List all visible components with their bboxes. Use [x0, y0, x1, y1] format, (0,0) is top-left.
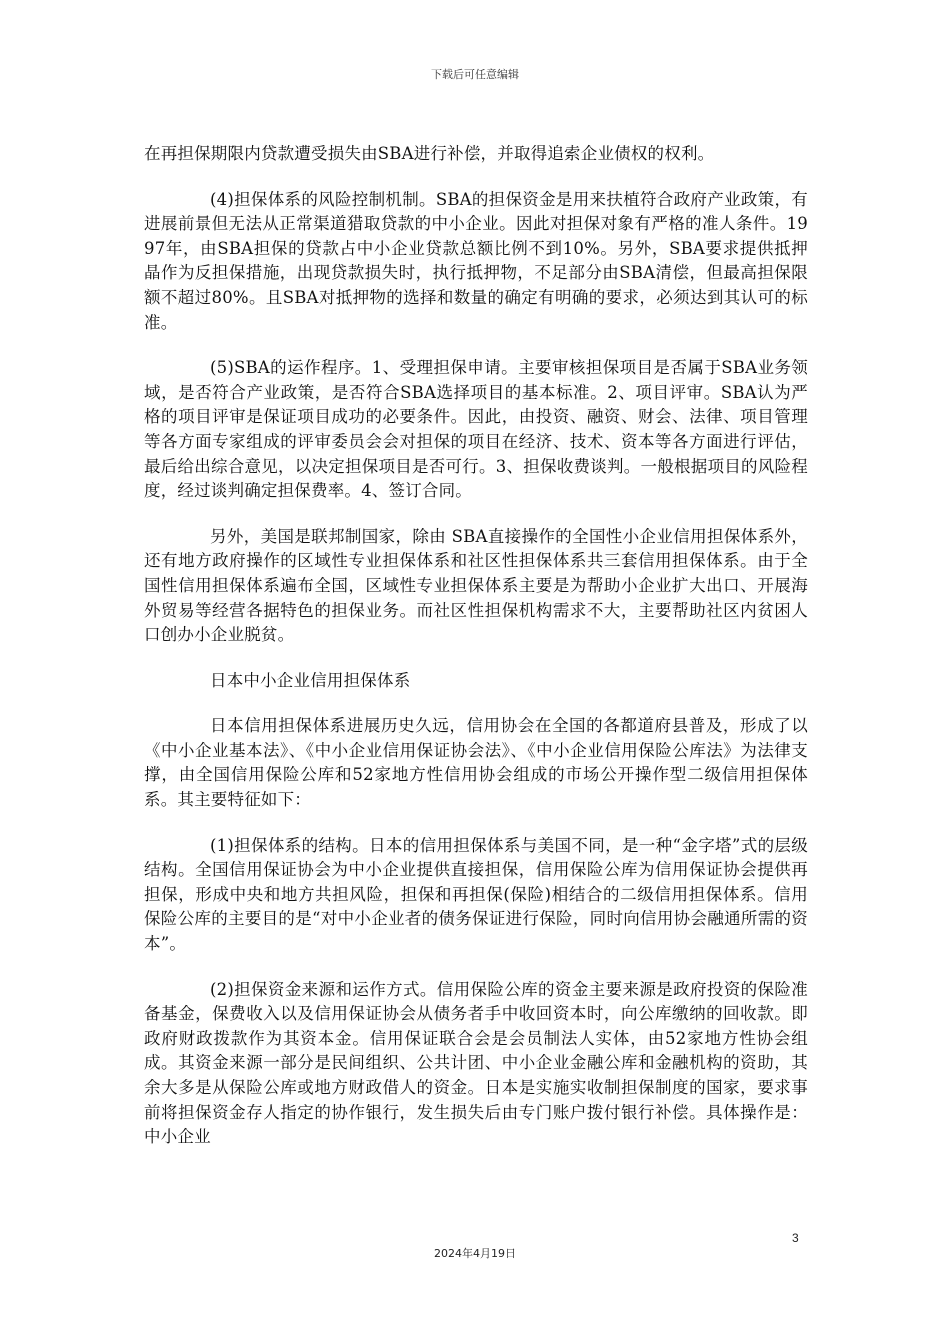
page-number: 3 — [792, 1231, 799, 1245]
page-header: 下载后可任意编辑 — [431, 68, 519, 81]
section-heading-japan: 日本中小企业信用担保体系 — [210, 670, 411, 690]
paragraph-us-systems: 另外，美国是联邦制国家，除由 SBA直接操作的全国性小企业信用担保体系外，还有地方政府操作的区域性专业担保体系和社区性担保体系共三套信用担保体系。由于全国性信用担保体系遍布全国，区域性专业担保体系主要是为帮助小企业扩大出口、开展海外贸易等经营各据特色的担保业务。而社区性担保机构需求不大，主要帮助社区内贫困人口创办小企业脱贫。 — [144, 526, 808, 645]
paragraph-japan-structure: (1)担保体系的结构。日本的信用担保体系与美国不同，是一种“金字塔”式的层级结构。全国信用保证协会为中小企业提供直接担保，信用保险公库为信用保证协会提供再担保，形成中央和地方共担风险，担保和再担保(保险)相结合的二级信用担保体系。信用保险公库的主要目的是“对中小企业者的债务保证进行保险，同时向信用协会融通所需的资本”。 — [144, 835, 808, 954]
footer-date: 2024年4月19日 — [434, 1247, 516, 1260]
paragraph-risk-control: (4)担保体系的风险控制机制。SBA的担保资金是用来扶植符合政府产业政策，有进展前景但无法从正常渠道猎取贷款的中小企业。因此对担保对象有严格的准人条件。1997年，由SBA担保的贷款占中小企业贷款总额比例不到10%。另外，SBA要求提供抵押晶作为反担保措施，出现贷款损失时，执行抵押物，不足部分由SBA清偿，但最高担保限额不超过80%。且SBA对抵押物的选择和数量的确定有明确的要求，必须达到其认可的标准。 — [144, 189, 808, 332]
paragraph-japan-funding: (2)担保资金来源和运作方式。信用保险公库的资金主要来源是政府投资的保险准备基金，保费收入以及信用保证协会从债务者手中收回资本时，向公库缴纳的回收款。即政府财政拨款作为其资本金。信用保证联合会是会员制法人实体，由52家地方性协会组成。其资金来源一部分是民间组织、公共计团、中小企业金融公库和金融机构的资助，其余大多是从保险公库或地方财政借人的资金。日本是实施实收制担保制度的国家，要求事前将担保资金存人指定的协作银行，发生损失后由专门账户拨付银行补偿。具体操作是：中小企业 — [144, 979, 808, 1147]
document-body — [144, 142, 808, 1171]
paragraph-continuation: 在再担保期限内贷款遭受损失由SBA进行补偿，并取得追索企业债权的权利。 — [144, 144, 715, 163]
paragraph-sba-procedure: (5)SBA的运作程序。1、受理担保申请。主要审核担保项目是否属于SBA业务领域，是否符合产业政策，是否符合SBA选择项目的基本标准。2、项目评审。SBA认为严格的项目评审是保证项目成功的必要条件。因此，由投资、融资、财会、法律、项目管理等各方面专家组成的评审委员会会对担保的项目在经济、技术、资本等各方面进行评估，最后给出综合意见，以决定担保项目是否可行。3、担保收费谈判。一般根据项目的风险程度，经过谈判确定担保费率。4、签订合同。 — [144, 358, 808, 501]
paragraph-japan-overview: 日本信用担保体系进展历史久远，信用协会在全国的各都道府县普及，形成了以《中小企业基本法》、《中小企业信用保证协会法》、《中小企业信用保险公库法》为法律支撑，由全国信用保险公库和52家地方性信用协会组成的市场公开操作型二级信用担保体系。其主要特征如下： — [144, 716, 808, 810]
